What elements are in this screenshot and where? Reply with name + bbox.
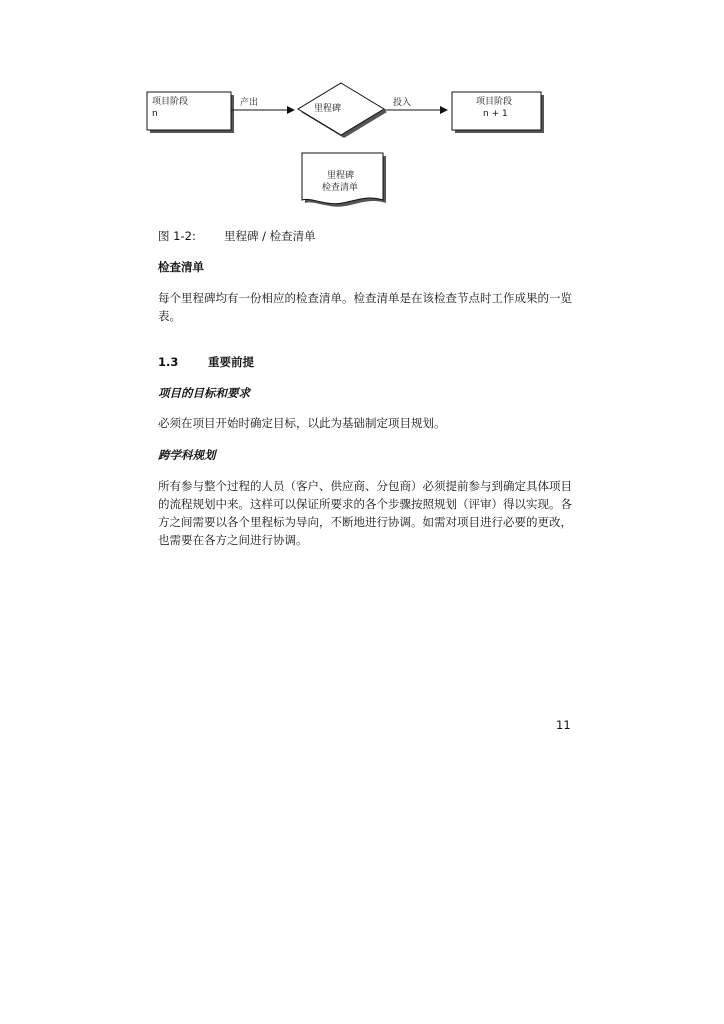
document-line2: 检查清单 xyxy=(322,183,359,193)
arrow-left-label: 产出 xyxy=(240,98,259,108)
heading-goals: 项目的目标和要求 xyxy=(158,386,250,400)
page-number: 11 xyxy=(556,718,571,732)
document-line1: 里程碑 xyxy=(327,171,355,181)
figure-caption xyxy=(158,228,316,244)
paragraph-goals: 必须在项目开始时确定目标，以此为基础制定项目规划。 xyxy=(158,416,446,430)
figure-number: 图 1-2: xyxy=(158,229,196,243)
section-number: 1.3 xyxy=(158,355,179,369)
paragraph-cross-discipline: 所有参与整个过程的人员（客户、供应商、分包商）必须提前参与到确定具体项目的流程规划中来。这样可以保证所要求的各个步骤按照规划（评审）得以实现。各方之间需要以各个里程标为导向，不断地进行协调。如需对项目进行必要的更改，也需要在各方之间进行协调。 xyxy=(158,479,572,547)
box-right-line1: 项目阶段 xyxy=(476,97,513,107)
diamond-label: 里程碑 xyxy=(314,104,342,114)
figure-caption-text: 里程碑 / 检查清单 xyxy=(224,229,316,243)
box-left-line2: n xyxy=(152,109,158,119)
heading-cross-discipline: 跨学科规划 xyxy=(158,448,216,462)
paragraph-checklist: 每个里程碑均有一份相应的检查清单。检查清单是在该检查节点时工作成果的一览表。 xyxy=(158,291,572,323)
section-title: 重要前提 xyxy=(208,355,254,369)
milestone-diagram xyxy=(0,0,724,220)
section-heading xyxy=(158,354,254,370)
diagram-graphics xyxy=(0,0,724,220)
box-right-line2: n + 1 xyxy=(483,109,508,119)
heading-checklist: 检查清单 xyxy=(158,260,204,274)
box-left-line1: 项目阶段 xyxy=(152,97,189,107)
arrow-right-label: 投入 xyxy=(393,98,412,108)
